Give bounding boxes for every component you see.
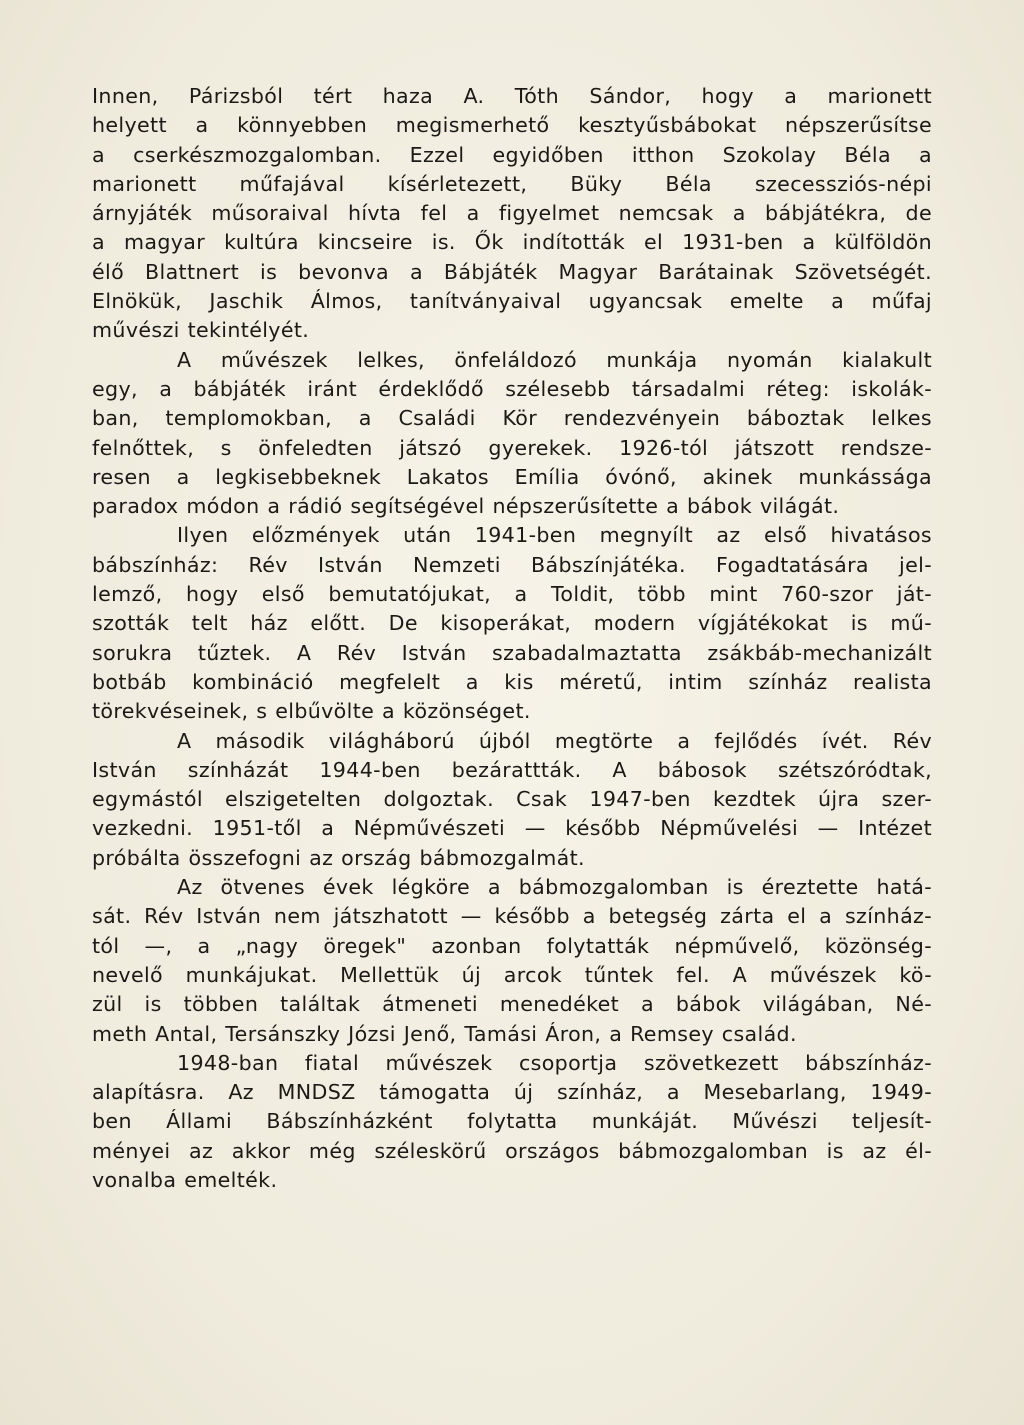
text-line: művészi tekintélyét.	[92, 318, 310, 343]
text-line: meth Antal, Tersánszky Józsi Jenő, Tamási Áron, a Remsey család.	[92, 1021, 797, 1046]
text-line: Innen, Párizsból tért haza A. Tóth Sándor, hogy a marionett	[92, 84, 932, 108]
text-line: ban, templomokban, a Családi Kör rendezvényein báboztak lelkes	[92, 406, 932, 431]
text-line: zül is többen találtak átmeneti menedéket a bábok világában, Né-	[92, 992, 932, 1017]
text-line: ben Állami Bábszínházként folytatta munkáját. Művészi teljesít-	[92, 1109, 932, 1134]
text-line: vonalba emelték.	[92, 1167, 278, 1192]
text-line: vezkedni. 1951-től a Népművészeti — később Népművelési — Intézet	[92, 816, 932, 841]
paragraph	[92, 727, 932, 873]
text-line: botbáb kombináció megfelelt a kis méretű, intim színház realista	[92, 669, 932, 694]
text-line: helyett a könnyebben megismerhető kesztyűsbábokat népszerűsítse	[92, 113, 932, 138]
text-line: Ilyen előzmények után 1941-ben megnyílt az első hivatásos	[177, 523, 932, 548]
text-line: sát. Rév István nem játszhatott — később a betegség zárta el a színház-	[92, 904, 932, 929]
text-line: A második világháború újból megtörte a fejlődés ívét. Rév	[177, 728, 932, 753]
text-line: egymástól elszigetelten dolgoztak. Csak 1947-ben kezdtek újra szer-	[92, 787, 932, 812]
paragraph	[92, 82, 932, 346]
text-line: Az ötvenes évek légköre a bábmozgalomban is éreztette hatá-	[177, 875, 932, 900]
text-line: A művészek lelkes, önfeláldozó munkája nyomán kialakult	[177, 347, 932, 372]
body-text	[92, 82, 932, 1195]
text-line: paradox módon a rádió segítségével népszerűsítette a bábok világát.	[92, 494, 840, 519]
paragraph	[92, 346, 932, 522]
text-line: bábszínház: Rév István Nemzeti Bábszínjátéka. Fogadtatására jel-	[92, 552, 932, 577]
text-line: próbálta összefogni az ország bábmozgalmát.	[92, 845, 585, 870]
text-line: árnyjáték műsoraival hívta fel a figyelmet nemcsak a bábjátékra, de	[92, 201, 932, 226]
text-line: 1948-ban fiatal művészek csoportja szövetkezett bábszínház-	[177, 1050, 932, 1075]
text-line: sorukra tűztek. A Rév István szabadalmaztatta zsákbáb-mechanizált	[92, 640, 932, 665]
paragraph	[92, 521, 932, 726]
text-line: szották telt ház előtt. De kisoperákat, modern vígjátékokat is mű-	[92, 611, 932, 636]
text-line: tól —, a „nagy öregek" azonban folytatták népművelő, közönség-	[92, 933, 932, 958]
text-line: ményei az akkor még széleskörű országos bábmozgalomban is az él-	[92, 1138, 932, 1163]
paragraph	[92, 873, 932, 1049]
text-line: marionett műfajával kísérletezett, Büky Béla szecessziós-népi	[92, 171, 932, 196]
text-line: lemző, hogy első bemutatójukat, a Toldit, több mint 760-szor ját-	[92, 582, 932, 607]
paragraph	[92, 1049, 932, 1195]
text-line: a cserkészmozgalomban. Ezzel egyidőben itthon Szokolay Béla a	[92, 142, 932, 167]
text-line: nevelő munkájukat. Mellettük új arcok tűntek fel. A művészek kö-	[92, 962, 932, 987]
text-line: egy, a bábjáték iránt érdeklődő szélesebb társadalmi réteg: iskolák-	[92, 376, 932, 401]
text-line: István színházát 1944-ben bezárattták. A bábosok szétszóródtak,	[92, 757, 932, 782]
text-line: resen a legkisebbeknek Lakatos Emília óvónő, akinek munkássága	[92, 464, 932, 489]
text-line: Elnökük, Jaschik Álmos, tanítványaival ugyancsak emelte a műfaj	[92, 289, 932, 314]
text-line: felnőttek, s önfeledten játszó gyerekek. 1926-tól játszott rendsze-	[92, 435, 932, 460]
text-line: alapításra. Az MNDSZ támogatta új színház, a Mesebarlang, 1949-	[92, 1080, 932, 1105]
text-line: élő Blattnert is bevonva a Bábjáték Magyar Barátainak Szövetségét.	[92, 259, 932, 284]
text-line: törekvéseinek, s elbűvölte a közönséget.	[92, 699, 531, 724]
text-line: a magyar kultúra kincseire is. Ők indították el 1931-ben a külföldön	[92, 230, 932, 255]
